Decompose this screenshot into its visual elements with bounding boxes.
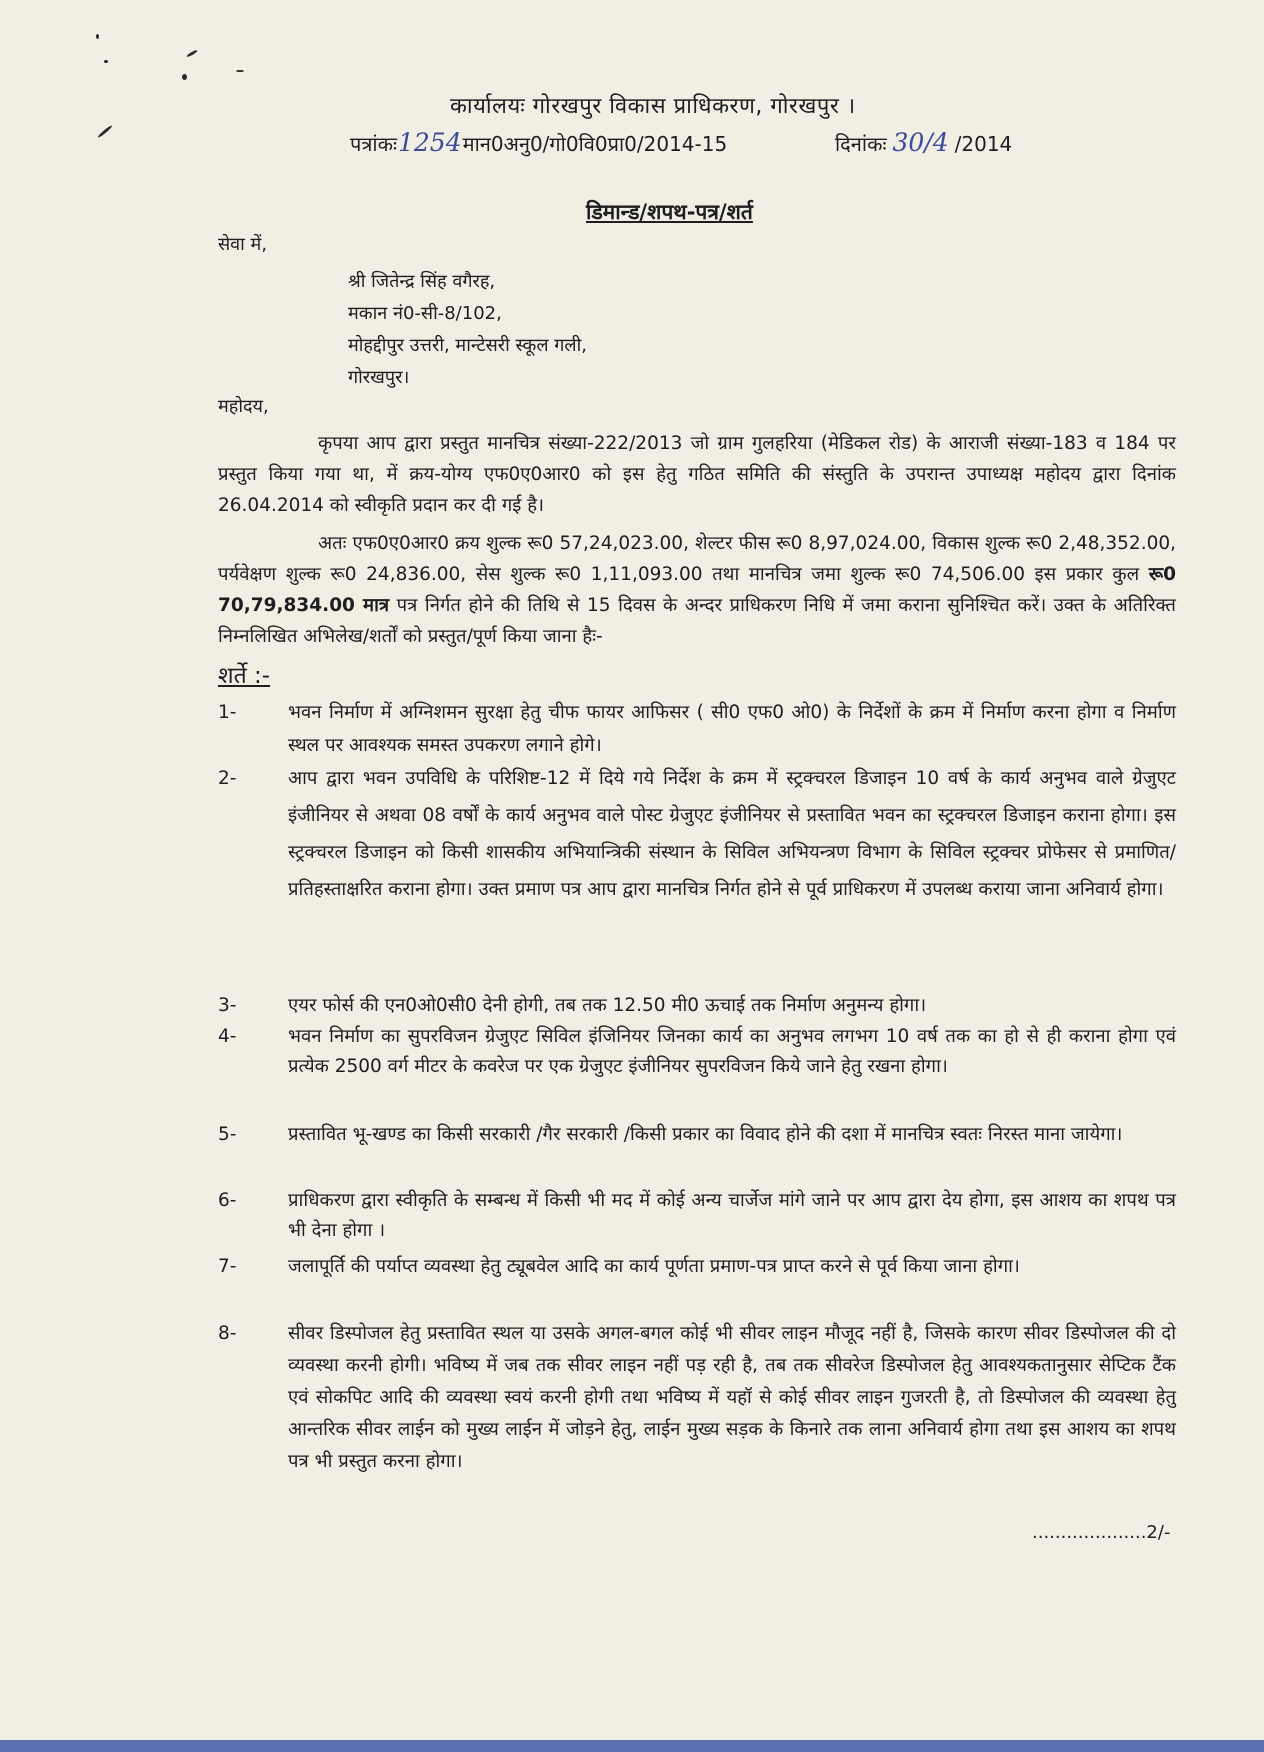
addressee-block [348, 266, 587, 394]
scan-speck [96, 34, 99, 39]
condition-number: 2- [218, 768, 237, 789]
condition-item [218, 760, 1176, 908]
body-paragraph-approval: कृपया आप द्वारा प्रस्तुत मानचित्र संख्या-222/2013 जो ग्राम गुलहरिया (मेडिकल रोड) के आराजी संख्या-183 व 184 पर प्रस्तुत किया गया था, में क्रय-योग्य एफ0ए0आर0 को इस हेतु गठित समिति की संस्तुति के उपरान्त उपाध्यक्ष महोदय द्वारा दिनांक 26.04.2014 को स्वीकृति प्रदान कर दी गई है। [218, 433, 1176, 516]
continued-page-marker: ....................2/- [1032, 1522, 1171, 1543]
condition-number: 4- [218, 1026, 237, 1047]
patrank-code: मान0अनु0/गो0वि0प्रा0/2014-15 [462, 132, 728, 156]
scan-speck [186, 49, 198, 58]
to-line: सेवा में, [218, 234, 268, 255]
condition-number: 6- [218, 1190, 237, 1211]
reference-number [350, 128, 727, 157]
office-heading: कार्यालयः गोरखपुर विकास प्राधिकरण, गोरखपुर । [450, 94, 856, 119]
address-line: गोरखपुर। [348, 367, 410, 388]
date-handwritten: 30/4 [892, 128, 949, 157]
condition-item [218, 1318, 1176, 1478]
condition-text: जलापूर्ति की पर्याप्त व्यवस्था हेतु ट्यूबवेल आदि का कार्य पूर्णता प्रमाण-पत्र प्राप्त करने से पूर्व किया जाना होगा। [288, 1256, 1020, 1277]
scan-speck [182, 74, 187, 80]
condition-text: प्राधिकरण द्वारा स्वीकृति के सम्बन्ध में किसी भी मद में कोई अन्य चार्जेज मांगे जाने पर आप द्वारा देय होगा, इस आशय का शपथ पत्र भी देना होगा । [288, 1190, 1176, 1241]
condition-text: भवन निर्माण का सुपरविजन ग्रेजुएट सिविल इंजिनियर जिनका कार्य का अनुभव लगभग 10 वर्ष तक का हो से ही कराना होगा एवं प्रत्येक 2500 वर्ग मीटर के कवरेज पर एक ग्रेजुएट इंजीनियर सुपरविजन किये जाने हेतु रखना होगा। [288, 1026, 1176, 1077]
condition-item [218, 696, 1176, 762]
address-line: मकान नं0-सी-8/102, [348, 303, 502, 324]
condition-text: सीवर डिस्पोजल हेतु प्रस्तावित स्थल या उसके अगल-बगल कोई भी सीवर लाइन मौजूद नहीं है, जिसके कारण सीवर डिस्पोजल की दो व्यवस्था करनी होगी। भविष्य में जब तक सीवर लाइन नहीं पड़ रही है, तब तक सीवरेज डिस्पोजल हेतु आवश्यकतानुसार सेप्टिक टैंक एवं सोकपिट आदि की व्यवस्था स्वयं करनी होगी तथा भविष्य में यहॉ से कोई सीवर लाइन गुजरती है, तो डिस्पोजल की व्यवस्था हेतु आन्तरिक सीवर लाईन को मुख्य लाईन में जोड़ने हेतु, लाईन मुख्य सड़क के किनारे तक लाना अनिवार्य होगा तथा इस आशय का शपथ पत्र भी प्रस्तुत करना होगा। [288, 1323, 1176, 1472]
condition-number: 5- [218, 1124, 237, 1145]
condition-item [218, 1186, 1176, 1246]
total-amount: रू0 70,79,834.00 मात्र [218, 564, 1176, 616]
address-line: मोहद्दीपुर उत्तरी, मान्टेसरी स्कूल गली, [348, 335, 587, 356]
letter-date [835, 128, 1012, 157]
condition-item [218, 1022, 1176, 1082]
date-label: दिनांकः [835, 132, 887, 156]
patrank-label: पत्रांकः [350, 132, 397, 156]
condition-number: 8- [218, 1323, 237, 1344]
document-title: डिमान्ड/शपथ-पत्र/शर्त [586, 200, 753, 224]
date-year: /2014 [954, 132, 1013, 156]
address-line: श्री जितेन्द्र सिंह वगैरह, [348, 271, 496, 292]
conditions-heading: शर्ते :- [218, 663, 271, 689]
condition-item [218, 1120, 1176, 1150]
condition-number: 3- [218, 995, 237, 1016]
scan-speck [97, 125, 113, 139]
scan-speck [104, 60, 108, 63]
condition-text: आप द्वारा भवन उपविधि के परिशिष्ट-12 में दिये गये निर्देश के क्रम में स्ट्रक्चरल डिजाइन 10 वर्ष के कार्य अनुभव वाले ग्रेजुएट इंजीनियर से अथवा 08 वर्षों के कार्य अनुभव वाले पोस्ट ग्रेजुएट इंजीनियर से प्रस्तावित भवन का स्ट्रक्चरल डिजाइन कराना होगा। इस स्ट्रक्चरल डिजाइन को किसी शासकीय अभियान्त्रिकी संस्थान के सिविल अभियन्त्रण विभाग के सिविल स्ट्रक्चर प्रोफेसर से प्रमाणित/प्रतिहस्ताक्षरित कराना होगा। उक्त प्रमाण पत्र आप द्वारा मानचित्र निर्गत होने से पूर्व प्राधिकरण में उपलब्ध कराया जाना अनिवार्य होगा। [288, 768, 1176, 900]
condition-item [218, 1252, 1176, 1282]
fees-deadline-text: पत्र निर्गत होने की तिथि से 15 दिवस के अन्दर प्राधिकरण निधि में जमा कराना सुनिश्चित करें। उक्त के अतिरिक्त निम्नलिखित अभिलेख/शर्तों को प्रस्तुत/पूर्ण किया जाना हैः- [218, 595, 1176, 647]
scan-edge-strip [0, 1740, 1264, 1752]
patrank-handwritten-number: 1254 [397, 128, 462, 157]
condition-number: 7- [218, 1256, 237, 1277]
condition-text: एयर फोर्स की एन0ओ0सी0 देनी होगी, तब तक 12.50 मी0 ऊचाई तक निर्माण अनुमन्य होगा। [288, 995, 927, 1016]
body-paragraph-fees [218, 528, 1176, 652]
condition-number: 1- [218, 702, 237, 723]
fees-text: अतः एफ0ए0आर0 क्रय शुल्क रू0 57,24,023.00, शेल्टर फीस रू0 8,97,024.00, विकास शुल्क रू0 2,48,352.00, पर्यवेक्षण शुल्क रू0 24,836.00, सेस शुल्क रू0 1,11,093.00 तथा मानचित्र जमा शुल्क रू0 74,506.00 इस प्रकार कुल [218, 533, 1176, 585]
condition-text: प्रस्तावित भू-खण्ड का किसी सरकारी /गैर सरकारी /किसी प्रकार का विवाद होने की दशा में मानचित्र स्वतः निरस्त माना जायेगा। [288, 1124, 1123, 1145]
scan-speck [236, 70, 244, 72]
greeting: महोदय, [218, 396, 269, 417]
condition-text: भवन निर्माण में अग्निशमन सुरक्षा हेतु चीफ फायर आफिसर ( सी0 एफ0 ओ0) के निर्देशों के क्रम में निर्माण करना होगा व निर्माण स्थल पर आवश्यक समस्त उपकरण लगाने होगे। [288, 702, 1176, 756]
condition-item [218, 990, 1176, 1021]
